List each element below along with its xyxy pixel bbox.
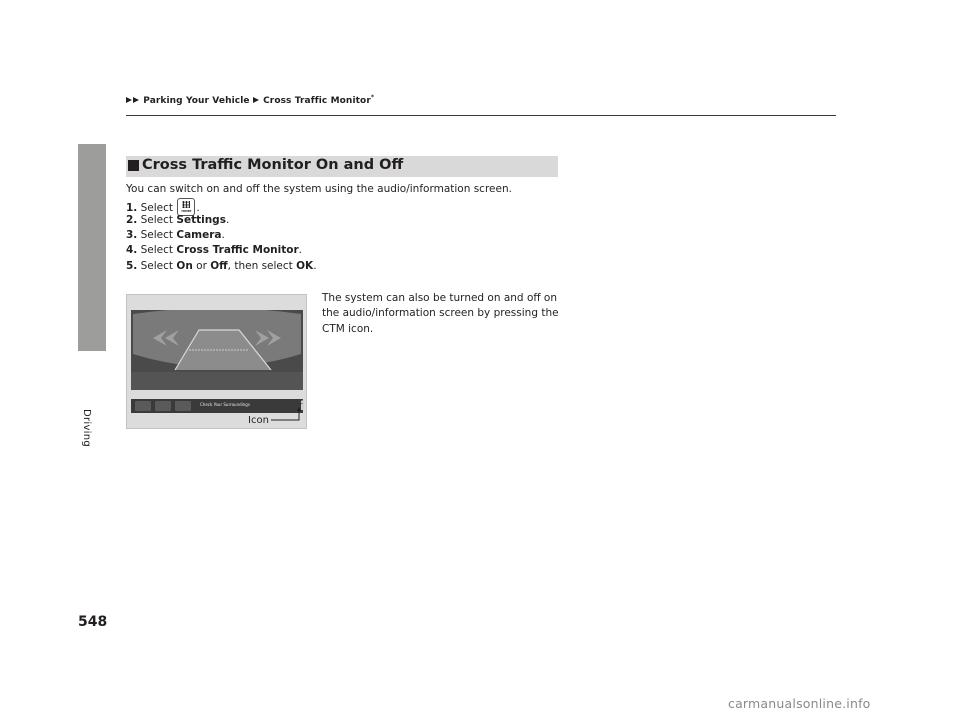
view-mode-button[interactable] [175,401,191,411]
step-option-ok: OK [296,260,314,272]
step-text: Select [140,202,174,214]
callout-line [271,407,305,423]
footnote-mark: * [370,94,375,101]
note-line: the audio/information screen by pressing the [322,307,559,319]
chapter-tab [78,144,106,351]
breadcrumb [126,94,374,106]
step-option-ctm: Cross Traffic Monitor [176,244,299,256]
step-number: 5. [126,260,138,272]
camera-view-graphic [131,310,303,390]
step-text: Select [140,260,174,272]
heading-square-icon [128,160,139,171]
step-punct: . [196,202,200,214]
home-caption: HOME [181,209,192,213]
step-text: Select [140,214,174,226]
header-rule [126,115,836,116]
step-punct: . [313,260,317,272]
step-option-on: On [176,260,193,272]
step-option-off: Off [210,260,228,272]
view-mode-button[interactable] [155,401,171,411]
camera-screen-figure [126,294,307,429]
step-number: 1. [126,202,138,214]
intro-text: You can switch on and off the system using the audio/information screen. [126,183,512,195]
step-option-camera: Camera [176,229,222,241]
callout-label: Icon [248,415,269,426]
step-punct: . [225,214,230,226]
step-text-then: , then select [227,260,293,272]
step-number: 2. [126,214,138,226]
step-number: 4. [126,244,138,256]
step-text: Select [140,229,174,241]
watermark: carmanualsonline.info [728,696,871,711]
breadcrumb-arrow-icon [253,97,259,103]
step-number: 3. [126,229,138,241]
chapter-label: Driving [81,408,92,448]
step-option-settings: Settings [176,214,226,226]
step-4 [126,244,302,256]
step-text-or: or [196,260,207,272]
step-5 [126,260,317,272]
step-punct: . [298,244,302,256]
note-line: CTM icon. [322,323,374,335]
page-number: 548 [78,614,108,630]
rear-camera-view [131,310,303,390]
view-mode-button[interactable] [135,401,151,411]
section-heading [126,156,558,177]
breadcrumb-item-parking[interactable]: Parking Your Vehicle [143,96,250,106]
breadcrumb-arrow-icon [126,97,132,103]
step-text: Select [140,244,174,256]
section-title: Cross Traffic Monitor On and Off [142,157,404,173]
camera-status-text: Check Your Surroundings [200,402,250,407]
breadcrumb-arrow-icon [133,97,139,103]
note-line: The system can also be turned on and off on [322,292,558,304]
step-punct: . [221,229,225,241]
step-3 [126,229,225,241]
step-2 [126,214,229,226]
breadcrumb-item-ctm[interactable]: Cross Traffic Monitor [263,96,371,106]
